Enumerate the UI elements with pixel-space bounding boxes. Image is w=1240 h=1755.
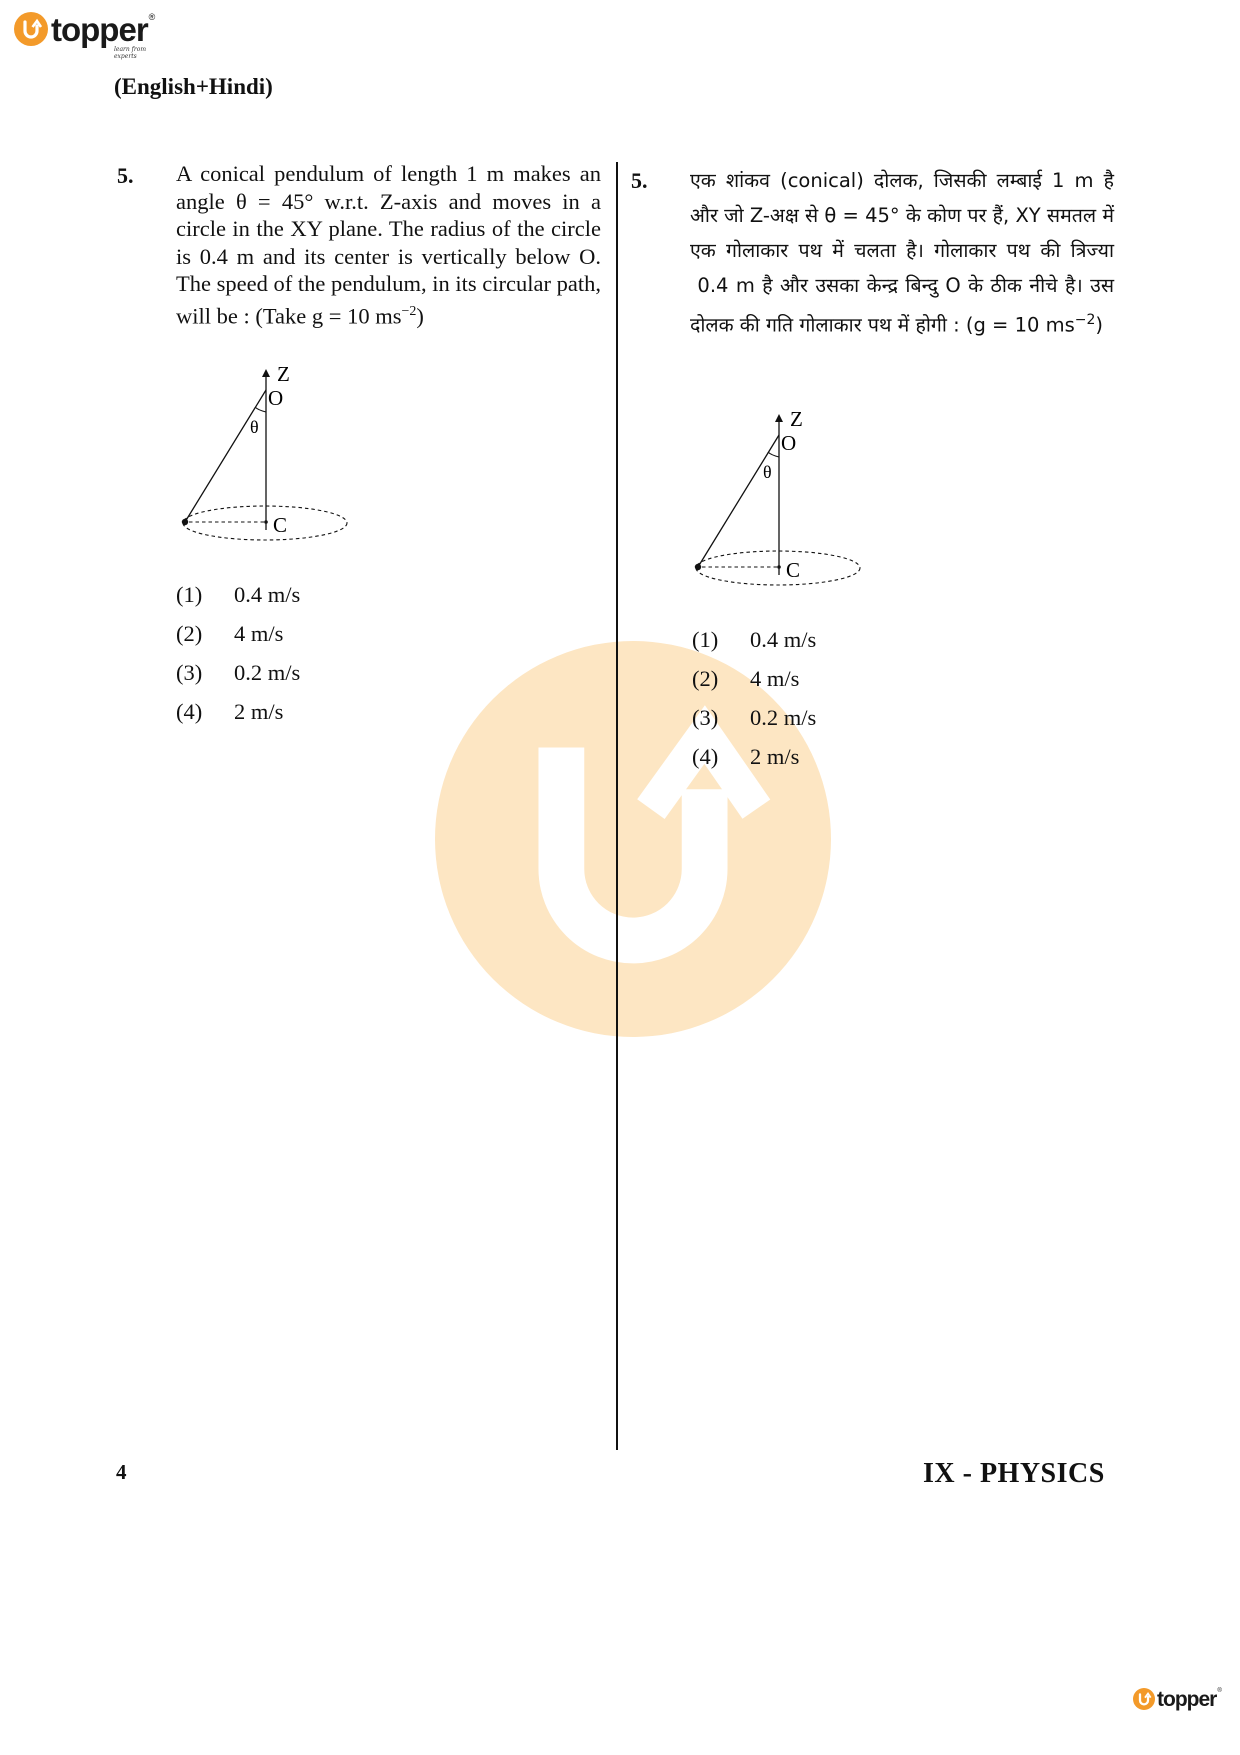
option-1[interactable]: (1) 0.4 m/s (692, 627, 817, 652)
registered-mark: ® (148, 12, 156, 22)
footer-brand-logo (1133, 1688, 1222, 1710)
subject-title: IX - PHYSICS (923, 1458, 1105, 1489)
language-label: (English+Hindi) (114, 74, 273, 99)
option-4[interactable]: (4) 2 m/s (692, 744, 800, 769)
center-label: C (786, 558, 801, 582)
option-1[interactable]: (1) 0.4 m/s (176, 582, 301, 607)
page-number: 4 (116, 1460, 127, 1484)
origin-label: O (268, 386, 284, 410)
conical-pendulum-diagram-hi (683, 405, 883, 605)
u-logo-icon (14, 12, 48, 46)
option-4[interactable]: (4) 2 m/s (176, 699, 284, 724)
axis-label: Z (790, 407, 803, 431)
center-label: C (273, 513, 288, 537)
option-3[interactable]: (3) 0.2 m/s (692, 705, 817, 730)
u-logo-icon (1133, 1688, 1155, 1710)
brand-logo (14, 10, 156, 60)
axis-label: Z (277, 362, 290, 386)
option-2[interactable]: (2) 4 m/s (692, 666, 800, 691)
brand-tagline: learn from experts (114, 46, 147, 60)
option-3[interactable]: (3) 0.2 m/s (176, 660, 301, 685)
option-2[interactable]: (2) 4 m/s (176, 621, 284, 646)
registered-mark: ® (1217, 1688, 1222, 1694)
angle-label: θ (763, 462, 772, 482)
question-number-hi: 5. (631, 168, 648, 193)
options-list-hi (692, 627, 816, 783)
options-list-en (176, 582, 300, 738)
question-number-en: 5. (117, 163, 134, 188)
question-text-hi: एक शांकव (conical) दोलक, जिसकी लम्बाई 1 m है और जो Z-अक्ष से θ = 45° के कोण पर हैं, XY समतल में एक गोलाकार पथ में चलता है। गोलाकार पथ की त्रिज्या 0.4 m है और उसका केन्द्र बिन्दु O के ठीक नीचे है। उस दोलक की गति गोलाकार पथ में होगी : (g = 10 $ms^{-2}$) (690, 169, 1114, 337)
brand-name: topper (51, 10, 148, 48)
footer-brand-name: topper (1157, 1687, 1217, 1711)
origin-label: O (781, 431, 797, 455)
question-text-en: A conical pendulum of length 1 m makes an angle θ = 45° w.r.t. Z-axis and moves in a circle in the XY plane. The radius of the circle is 0.4 m and its center is vertically below O. The speed of the pendulum, in its circular path, will be : (Take g = 10 $ms^{-2}$) (176, 161, 601, 328)
conical-pendulum-diagram-en (170, 360, 370, 560)
angle-label: θ (250, 417, 259, 437)
column-divider (616, 162, 618, 1450)
